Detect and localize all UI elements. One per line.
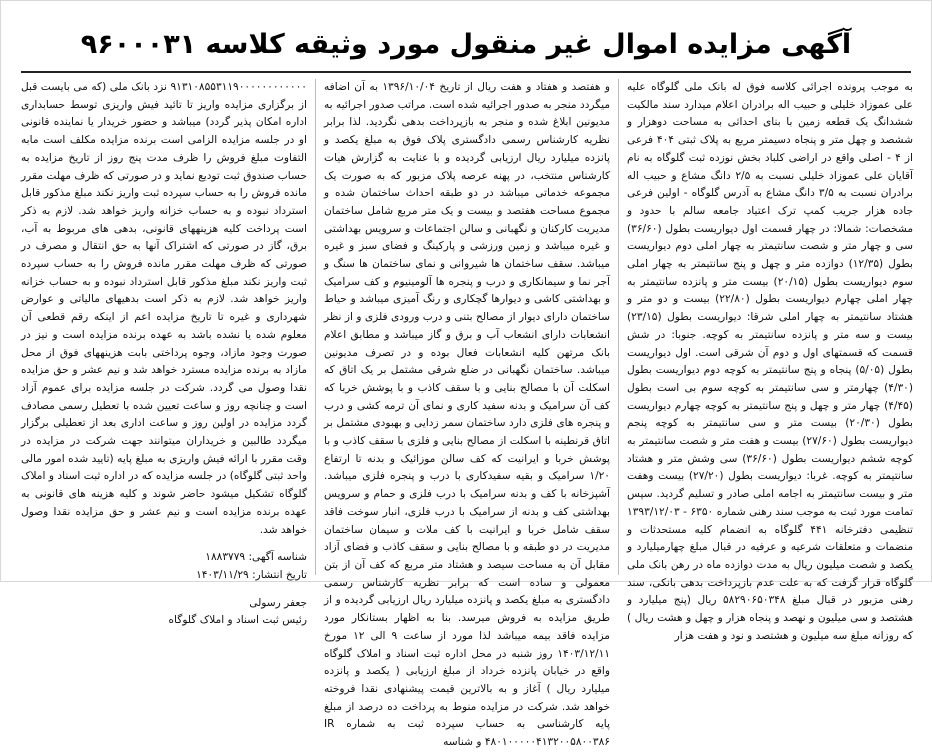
signer-title: رئیس ثبت اسناد و املاک گلوگاه [168, 614, 307, 627]
notice-title: آگهی مزایده اموال غیر منقول مورد وثیقه کلاسه ۹۶۰۰۰۳۱ [80, 29, 852, 60]
signature-block [21, 595, 307, 630]
column-divider [618, 79, 619, 575]
column-left [21, 79, 307, 627]
column-middle-text: و هفتصد و هفتاد و هفت ریال از تاریخ ۱۳۹۶/۱۰/۰۴ به آن اضافه میگردد منجر به صدور اجرائیه شده است. مراتب صدور اجرائیه به مدیونین ابلاغ شده و منجر به بازپرداخت بدهی نگردید. لذا برابر نظریه کارشناس رسمی دادگستری پلاک فوق به مبلغ یکصد و پانزده میلیارد ریال ارزیابی گردیده و با عنایت به گزارش هیات کارشناس منتخب، در پهنه عرصه پلاک مزبور که به صورت یک مجموعه خدماتی میباشد در دو طبقه احداث ساختمان شده و مجموع مساحت هفتصد و بیست و یک متر مربع شامل ساختمان مدیریت کارکنان و نگهبانی و سالن اجتماعات و سرویس بهداشتی و غیره میباشد و زمین ورزشی و پارکینگ و فضای سبز و غیره میباشد. سقف ساختمان ها شیروانی و نمای ساختمان ها سنگ و آجر نما و سیمانکاری و درب و پنجره ها آلومینیوم و کف سرامیک و بهداشتی کاشی و دیوارها گچکاری و رنگ آمیزی میباشد و حیاط ساختمان دارای دیوار از مصالح بتنی و درب ورودی فلزی و از نظر انشعابات دارای انشعاب آب و برق و گاز میباشد و مطابق اعلام بانک مرتهن کلیه انشعابات فعال بوده و در تصرف مدیونین میباشد. ساختمان نگهبانی در ضلع شرقی مشتمل بر یک اتاق که اسکلت آن با مصالح بنایی و با سقف کاذب و با پوشش خربا که کف آن سرامیک و بدنه سفید کاری و نمای آن ترمه کشی و درب و پنجره های فلزی دارد ساختمان سمر زدایی و بهبودی مشتمل بر اتاق قرنطینه با اسکلت از مصالح بنایی و فلزی با سقف کاذب و با پوشش خربا و ایرانیت که کف سالن موزائیک و بدنه تا ارتفاع ۱/۲۰ سرامیک و بقیه سفیدکاری با درب و پنجره فلزی میباشد. آشپزخانه با کف و بدنه سرامیک با درب فلزی و حمام و سرویس بهداشتی کف و بدنه از سرامیک با درب فلزی، انبار سوخت فاقد سقف شامل خربا و ایرانیت با کف ملات و سیمان ساختمان مدیریت در دو طبقه و با مصالح بنایی و سقف کاذب و فضای آزاد مقابل آن به مساحت سیصد و هشتاد متر مربع که کف آن از بتن معمولی و ساده است که برابر نظریه کارشناس رسمی دادگستری به مبلغ یکصد و پانزده میلیارد ریال ارزیابی گردیده و از طریق مزایده به فروش میرسد. بنا به اظهار بستانکار مورد مزایده فاقد بیمه میباشد لذا مورد از ساعت ۹ الی ۱۲ مورخ ۱۴۰۳/۱۲/۱۱ روز شنبه در محل اداره ثبت اسناد و املاک گلوگاه واقع در خیابان پانزده خرداد از مبلغ ارزیابی ( یکصد و پانزده میلیارد ریال ) آغاز و به بالاترین قیمت پیشنهادی نقدا فروخته خواهد شد. شرکت در مزایده منوط به پرداخت ده درصد از مبلغ پایه کارشناسی به حساب سپرده ثبت به شماره IR ۴۸۰۱۰۰۰۰۰۴۱۳۲۰۰۵۸۰۰۳۸۶ و شناسه [324, 81, 610, 749]
notice-id: شناسه آگهی: ۱۸۸۳۷۷۹ [205, 551, 307, 564]
title-divider [21, 71, 911, 73]
column-left-text: ۹۱۳۱۰۸۵۵۳۱۱۹۰۰۰۰۰۰۰۰۰۰۰۰ نزد بانک ملی (که می بایست قبل از برگزاری مزایده واریز تا تائید فیش واریزی توسط حسابداری اداره امکان پذیر گردد) میباشد و حضور خریدار یا نماینده قانونی او در جلسه مزایده الزامی است برنده مزایده مکلف است مابه التفاوت مبلغ فروش را ظرف مدت پنج روز از تاریخ مزایده به حساب صندوق ثبت تودیع نماید و در صورتی که ظرف مهلت مقرر مانده فروش را به حساب سپرده ثبت واریز نکند مبلغ مذکور قابل استرداد نبوده و به حساب خزانه واریز خواهد شد. لازم به ذکر است پرداخت کلیه هزینههای قانونی، بدهی های مربوط به آب، برق، گاز در صورتی که اشتراک آنها به حق انتقال و مصرف در صورتی که ظرف مهلت مقرر مانده فروش را به حساب سپرده ثبت واریز نکند مبلغ مذکور قابل استرداد نبوده و به حساب خزانه واریز خواهد شد. لازم به ذکر است بدهیهای مالیاتی و عوارض شهرداری و غیره تا تاریخ مزایده اعم از اینکه رقم قطعی آن معلوم شده یا نشده باشد به عهده برنده مزایده است و نیز در صورت وجود مازاد، وجوه پرداختی بابت هزینههای فوق از محل مازاد به برنده مزایده مسترد خواهد شد و نیم عشر و حق مزایده نقدا وصول می گردد. شرکت در جلسه مزایده برای عموم آزاد است و چنانچه روز و ساعت تعیین شده با تعطیل رسمی مصادف گردد مزایده در اولین روز و ساعت اداری بعد از تعطیلی برگزار میگردد طالبین و خریداران میتوانند جهت شرکت در مزایده در وقت مقرر با ارائه فیش واریزی به مبلغ پایه (تایید شده امور مالی واحد ثبتی گلوگاه) در جلسه مزایده که در اداره ثبت اسناد و املاک گلوگاه تشکیل میشود حاضر شوند و کلیه هزینه های قانونی به عهده برنده مزایده است و نیم عشر و حق مزایده نقدا وصول خواهد شد. [21, 81, 307, 536]
column-right-text: به موجب پرونده اجرائی کلاسه فوق له بانک ملی گلوگاه علیه علی عموزاد خلیلی و حبیب اله برادران اعلام میدارد سند مالکیت ششدانگ یک قطعه زمین با بنای احداثی به مساحت دوهزار و ششصد و چهل متر و پنجاه دسیمتر مربع به پلاک ثبتی ۴۰۴ فرعی از ۴ - اصلی واقع در اراضی کلباد بخش نوزده ثبت گلوگاه به نام آقایان علی عموزاد خلیلی نسبت به ۲/۵ دانگ مشاع و حبیب اله برادران نسبت به ۳/۵ دانگ مشاع به آدرس گلوگاه - اولین فرعی جاده هزار جریب کمپ ترک اعتیاد جامعه سالم با حدود و مشخصات: شمالا: در چهار قسمت اول دیواریست بطول (۳۶/۶۰) سی و چهار متر و شصت سانتیمتر به چهار املی دوم دیواریست بطول (۱۲/۳۵) دوازده متر و چهل و پنج سانتیمتر به چهار املی سوم دیواریست بطول (۲۰/۱۵) بیست متر و پانزده سانتیمتر به چهار املی چهارم دیواریست بطول (۲۲/۸۰) بیست و دو متر و هشتاد سانتیمتر به چهار املی شرقا: دیواریست بطول (۲۳/۱۵) بیست و سه متر و پانزده سانتیمتر به کوچه. جنوبا: در شش قسمت که قسمتهای اول و دوم آن شرقی است. اول دیواریست بطول (۵/۰۵) پنجاه و پنج سانتیمتر به کوچه دوم دیواریست بطول (۴/۳۰) چهارمتر و سی سانتیمتر به کوچه سوم بی است بطول (۴/۴۵) چهار متر و چهل و پنج سانتیمتر به کوچه چهارم دیواریست بطول (۲۰/۳۰) بیست متر و سی سانتیمتر به کوچه پنجم دیواریست بطول (۲۷/۶۰) بیست و هفت متر و شصت سانتیمتر به کوچه ششم دیواریست بطول (۳۶/۶۰) سی وشش متر و هشتاد سانتیمتر به کوچه. غربا: دیواریست بطول (۲۷/۲۰) بیست وهفت متر و بیست سانتیمتر به اجامه املی صادر و تسلیم گردید. سپس تمامت مورد ثبت به موجب سند رهنی شماره ۶۳۵۰ - ۱۳۹۳/۱۲/۰۳ تنظیمی دفترخانه ۴۴۱ گلوگاه به انضمام کلیه مستحدثات و منضمات و متعلقات شرعیه و عرفیه در قبال مبلغ چهارمیلیارد و یکصد و شصت میلیون ریال به مدت دوازده ماه در رهن بانک ملی گلوگاه قرار گرفت که به علت عدم بازپرداخت بدهی بانکی، سند رهنی مزبور در قبال مبلغ ۵۸۲۹۰۶۵۰۳۴۸ ریال (پنج میلیارد و هشتصد و سی میلیون و نهصد و پنجاه هزار و چهل و هشت ریال ) که روزانه مبلغ سه میلیون و هشتصد و نود و هفت هزار [627, 81, 913, 642]
signer-name: جعفر رسولی [249, 596, 307, 609]
column-divider [315, 79, 316, 575]
notice-footer [21, 549, 307, 630]
column-middle [324, 79, 610, 749]
publish-date: تاریخ انتشار: ۱۴۰۳/۱۱/۲۹ [196, 568, 307, 581]
notice-columns [21, 79, 913, 749]
column-right [627, 79, 913, 642]
